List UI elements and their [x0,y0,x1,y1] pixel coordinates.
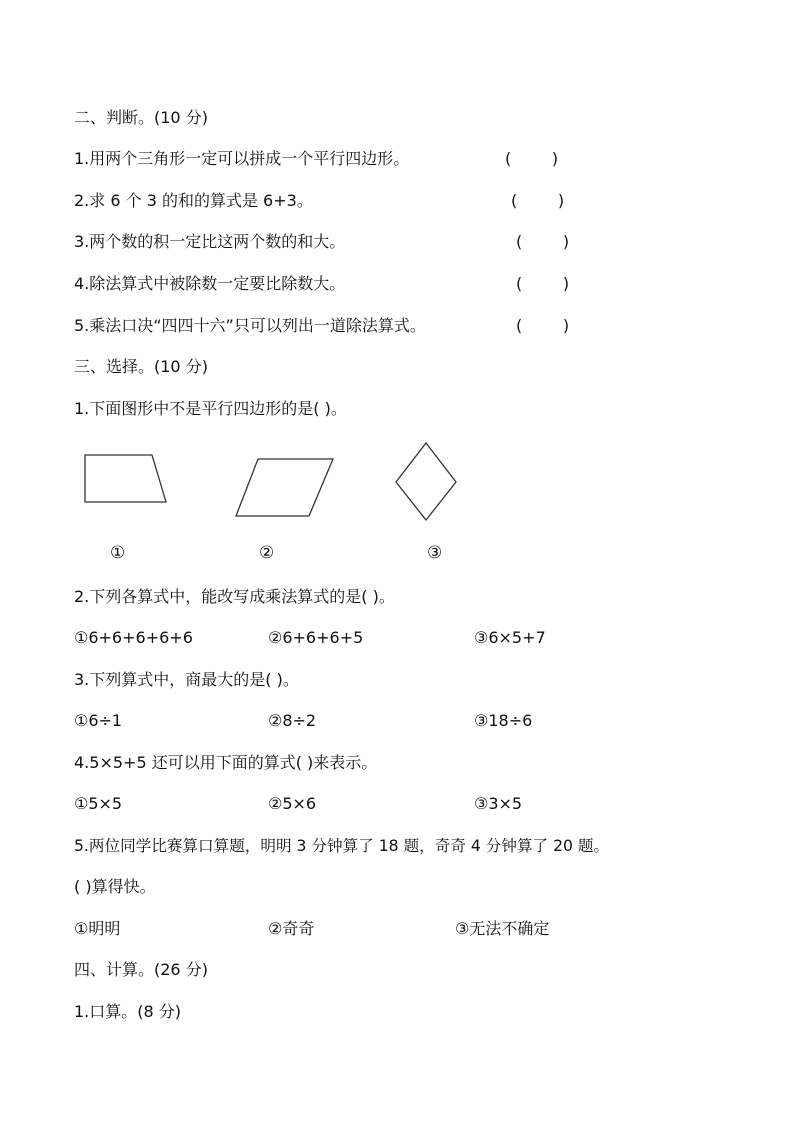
choice-question-2: 2.下列各算式中，能改写成乘法算式的是( )。 [74,587,395,606]
q5-option-1[interactable]: ①明明 [74,919,121,938]
section-2-heading: 二、判断。(10 分) [74,108,208,127]
q5-option-2[interactable]: ②奇奇 [268,919,315,938]
q4-option-1[interactable]: ①5×5 [74,794,123,813]
judge-item-5: 5.乘法口决“四四十六”只可以列出一道除法算式。 [74,316,426,335]
q4-option-2[interactable]: ②5×6 [268,794,317,813]
judge-item-4: 4.除法算式中被除数一定要比除数大。 [74,274,346,293]
judge-answer-blank-1[interactable]: ( ) [505,149,559,168]
rhombus-icon [390,440,462,524]
choice-question-3: 3.下列算式中，商最大的是( )。 [74,670,299,689]
section-4-heading: 四、计算。(26 分) [74,960,208,979]
q4-option-3[interactable]: ③3×5 [474,794,523,813]
judge-answer-blank-4[interactable]: ( ) [516,274,570,293]
shape-label-3: ③ [427,543,443,563]
judge-item-2: 2.求 6 个 3 的和的算式是 6+3。 [74,191,313,210]
choice-question-5: 5.两位同学比赛算口算题，明明 3 分钟算了 18 题，奇奇 4 分钟算了 20 题。 [74,837,610,855]
parallelogram-icon [230,455,338,521]
judge-answer-blank-2[interactable]: ( ) [511,191,565,210]
q5-option-3[interactable]: ③无法不确定 [455,919,550,938]
choice-question-1: 1.下面图形中不是平行四边形的是( )。 [74,399,347,418]
choice-question-5-continuation: ( )算得快。 [74,877,156,896]
judge-answer-blank-5[interactable]: ( ) [516,316,570,335]
q3-option-3[interactable]: ③18÷6 [474,711,533,730]
choice-question-4: 4.5×5+5 还可以用下面的算式( )来表示。 [74,753,378,772]
judge-answer-blank-3[interactable]: ( ) [516,232,570,251]
trapezoid-icon [80,452,172,508]
section-3-heading: 三、选择。(10 分) [74,357,208,376]
q2-option-3[interactable]: ③6×5+7 [474,628,546,647]
shape-label-1: ① [110,543,126,563]
q3-option-1[interactable]: ①6÷1 [74,711,123,730]
q2-option-1[interactable]: ①6+6+6+6+6 [74,628,193,647]
q2-option-2[interactable]: ②6+6+6+5 [268,628,364,647]
judge-item-3: 3.两个数的积一定比这两个数的和大。 [74,232,346,251]
section-4-subheading: 1.口算。(8 分) [74,1002,182,1021]
q3-option-2[interactable]: ②8÷2 [268,711,317,730]
judge-item-1: 1.用两个三角形一定可以拼成一个平行四边形。 [74,149,410,168]
shape-label-2: ② [259,543,275,563]
